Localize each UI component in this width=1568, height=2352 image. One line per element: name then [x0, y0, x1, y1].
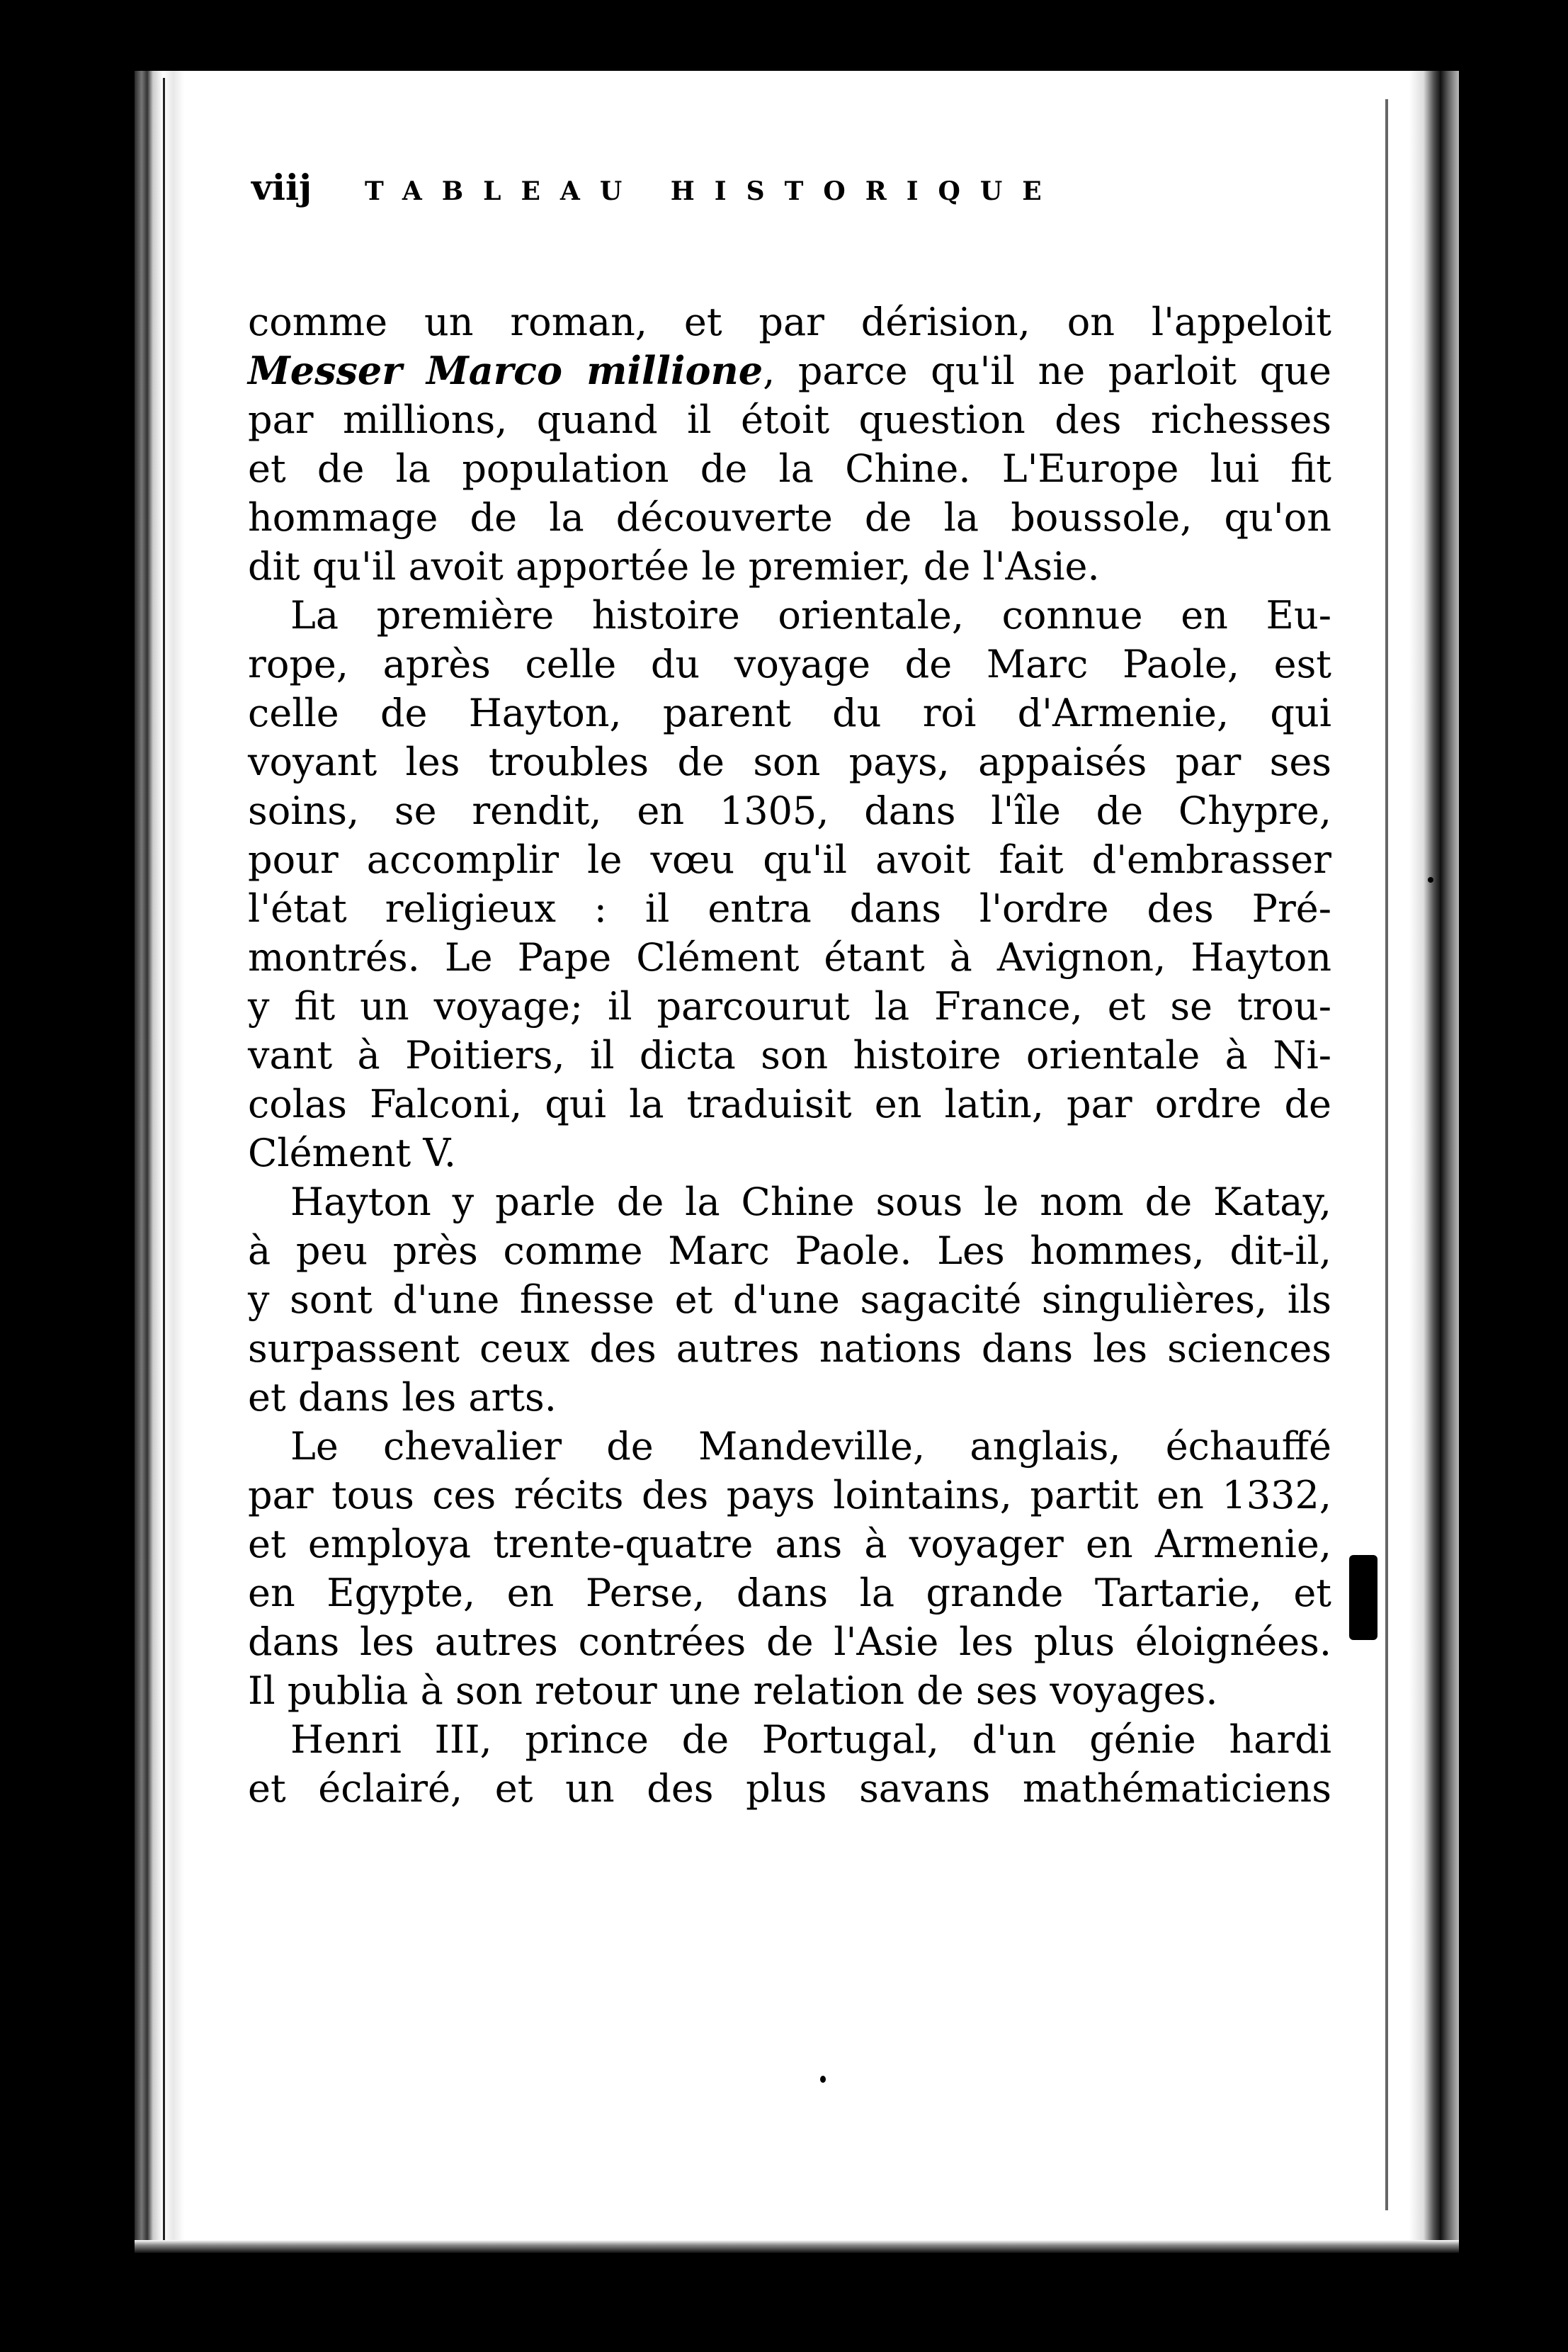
ink-speck [1496, 453, 1504, 475]
text-line: hommage de la découverte de la boussole, qu'on [248, 495, 1331, 540]
text-line: soins, se rendit, en 1305, dans l'île de Chypre, [248, 788, 1331, 833]
text-line: y fit un voyage; il parcourut la France, et se trou- [248, 984, 1331, 1029]
text-line: dans les autres contrées de l'Asie les plus éloignées. [248, 1619, 1331, 1664]
text-line: et employa trente-quatre ans à voyager en Armenie, [248, 1522, 1331, 1566]
text-line: vant à Poitiers, il dicta son histoire orientale à Ni- [248, 1033, 1331, 1078]
text-line: l'état religieux : il entra dans l'ordre des Pré- [248, 886, 1331, 931]
italic-phrase: Messer Marco millione [248, 348, 763, 393]
text-line: colas Falconi, qui la traduisit en latin, par ordre de [248, 1082, 1331, 1126]
text-line: à peu près comme Marc Paole. Les hommes, dit-il, [248, 1228, 1331, 1273]
text-line: celle de Hayton, parent du roi d'Armenie, qui [248, 691, 1331, 735]
text-line: et éclairé, et un des plus savans mathématiciens [248, 1766, 1331, 1811]
text-line: Il publia à son retour une relation de ses voyages. [248, 1668, 1218, 1713]
text-line: dit qu'il avoit apportée le premier, de l'Asie. [248, 544, 1100, 589]
thumb-tab-mark [1349, 1555, 1377, 1640]
text-line: Clément V. [248, 1131, 457, 1175]
text-line: et dans les arts. [248, 1375, 557, 1420]
binding-gutter [135, 71, 184, 2253]
text-line-rest: , parce qu'il ne parloit que [763, 349, 1331, 393]
ink-speck [1428, 877, 1433, 883]
running-title: TABLEAU HISTORIQUE [365, 176, 1062, 206]
text-line: surpassent ceux des autres nations dans les sciences [248, 1326, 1331, 1371]
running-header [251, 166, 1335, 208]
text-line: et de la population de la Chine. L'Europe lui fit [248, 446, 1331, 491]
text-line: rope, après celle du voyage de Marc Paole, est [248, 642, 1331, 686]
text-line: par millions, quand il étoit question des richesses [248, 397, 1331, 442]
text-line: par tous ces récits des pays lointains, partit en 1332, [248, 1473, 1331, 1517]
text-line: y sont d'une finesse et d'une sagacité singulières, ils [248, 1277, 1331, 1322]
text-line: Le chevalier de Mandeville, anglais, échauffé [290, 1424, 1331, 1469]
body-text [248, 298, 1331, 1813]
text-line: Henri III, prince de Portugal, d'un génie hardi [290, 1717, 1331, 1762]
adjacent-page-edge [1409, 71, 1459, 2253]
text-line-italic [248, 346, 1331, 395]
text-line: montrés. Le Pape Clément étant à Avignon, Hayton [248, 935, 1331, 980]
text-line: voyant les troubles de son pays, appaisés par ses [248, 740, 1331, 784]
text-line: comme un roman, et par dérision, on l'appeloit [248, 300, 1331, 344]
ink-speck [820, 2076, 826, 2083]
page-number: viij [251, 166, 312, 208]
gutter-rule [163, 78, 165, 2246]
text-line: Hayton y parle de la Chine sous le nom de Katay, [290, 1180, 1331, 1224]
bottom-edge [135, 2240, 1459, 2253]
text-line: La première histoire orientale, connue en Eu- [290, 593, 1331, 638]
text-line: pour accomplir le vœu qu'il avoit fait d'embrasser [248, 837, 1331, 882]
page-edge-line [1385, 99, 1388, 2210]
text-line: en Egypte, en Perse, dans la grande Tartarie, et [248, 1571, 1331, 1615]
